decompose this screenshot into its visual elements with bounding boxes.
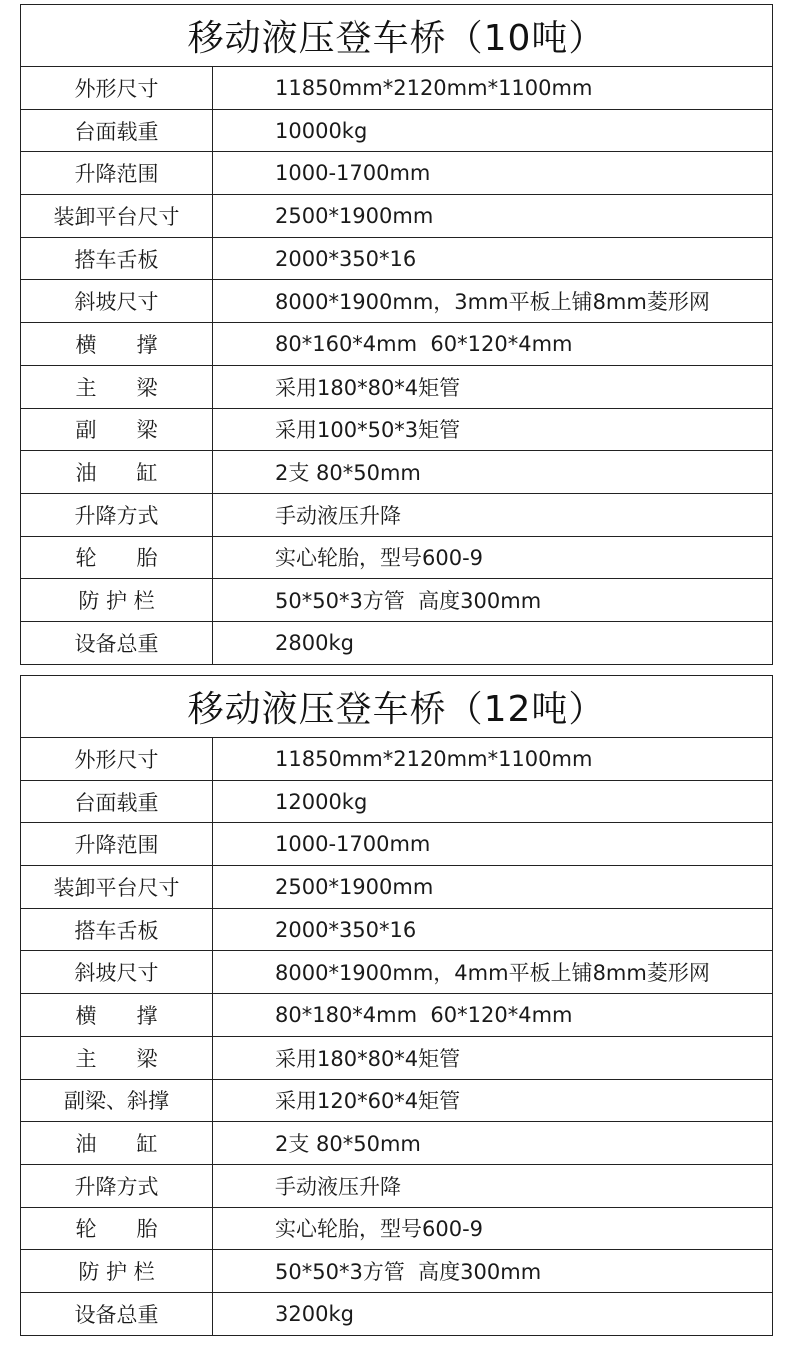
row-value: 2500*1900mm [275,874,434,899]
table-row [21,1165,772,1208]
row-value: 11850mm*2120mm*1100mm [275,75,593,100]
row-label: 防 护 栏 [21,579,213,621]
table-row [21,494,772,537]
table-title: 移动液压登车桥（10吨） [21,5,772,67]
row-label: 副 梁 [21,409,213,451]
row-value: 80*160*4mm 60*120*4mm [275,331,573,356]
row-label: 油 缸 [21,451,213,493]
row-value: 实心轮胎，型号600-9 [275,1217,484,1242]
table-row [21,579,772,622]
row-label: 斜坡尺寸 [21,280,213,322]
table-row [21,366,772,409]
row-label: 横 撑 [21,323,213,365]
row-value: 50*50*3方管 高度300mm [275,589,542,614]
row-value: 手动液压升降 [275,503,401,528]
table-body [21,67,772,665]
spec-table-10-ton [20,4,773,665]
row-label: 设备总重 [21,622,213,665]
row-value: 1000-1700mm [275,161,431,186]
row-label: 横 撑 [21,994,213,1036]
table-row [21,1122,772,1165]
table-body [21,738,772,1336]
row-value: 2800kg [275,631,354,656]
row-value: 采用180*80*4矩管 [275,1046,461,1071]
row-label: 主 梁 [21,1037,213,1079]
table-row [21,195,772,238]
row-value: 8000*1900mm，3mm平板上铺8mm菱形网 [275,290,710,315]
table-row [21,951,772,994]
table-row [21,909,772,952]
row-label: 台面载重 [21,781,213,823]
row-label: 设备总重 [21,1293,213,1336]
row-label: 油 缸 [21,1122,213,1164]
table-row [21,323,772,366]
row-value: 80*180*4mm 60*120*4mm [275,1002,573,1027]
row-value: 3200kg [275,1302,354,1327]
row-label: 升降范围 [21,823,213,865]
table-row [21,1080,772,1123]
row-value: 2支 80*50mm [275,461,421,486]
row-label: 台面载重 [21,110,213,152]
row-value: 2500*1900mm [275,203,434,228]
row-value: 采用100*50*3矩管 [275,418,461,443]
table-row [21,781,772,824]
table-row [21,1293,772,1336]
table-row [21,622,772,665]
row-value: 10000kg [275,118,368,143]
row-label: 外形尺寸 [21,738,213,780]
table-row [21,866,772,909]
row-value: 11850mm*2120mm*1100mm [275,746,593,771]
row-label: 升降方式 [21,494,213,536]
row-label: 装卸平台尺寸 [21,195,213,237]
row-value: 采用120*60*4矩管 [275,1089,461,1114]
row-value: 2000*350*16 [275,917,417,942]
row-value: 采用180*80*4矩管 [275,375,461,400]
row-label: 装卸平台尺寸 [21,866,213,908]
row-label: 升降方式 [21,1165,213,1207]
row-value: 2000*350*16 [275,246,417,271]
row-value: 手动液压升降 [275,1174,401,1199]
table-row [21,738,772,781]
row-value: 12000kg [275,789,368,814]
table-row [21,67,772,110]
row-value: 2支 80*50mm [275,1132,421,1157]
row-label: 轮 胎 [21,1208,213,1250]
spec-table-12-ton [20,675,773,1336]
row-label: 升降范围 [21,152,213,194]
row-value: 1000-1700mm [275,832,431,857]
row-value: 8000*1900mm，4mm平板上铺8mm菱形网 [275,961,710,986]
row-value: 50*50*3方管 高度300mm [275,1260,542,1285]
row-label: 搭车舌板 [21,238,213,280]
row-label: 轮 胎 [21,537,213,579]
table-row [21,994,772,1037]
table-row [21,409,772,452]
table-row [21,110,772,153]
row-label: 搭车舌板 [21,909,213,951]
row-label: 防 护 栏 [21,1250,213,1292]
row-label: 主 梁 [21,366,213,408]
table-row [21,1250,772,1293]
row-label: 副梁、斜撑 [21,1080,213,1122]
table-title: 移动液压登车桥（12吨） [21,676,772,738]
table-row [21,238,772,281]
row-label: 外形尺寸 [21,67,213,109]
table-row [21,1208,772,1251]
table-row [21,537,772,580]
table-row [21,152,772,195]
table-row [21,823,772,866]
row-label: 斜坡尺寸 [21,951,213,993]
row-value: 实心轮胎，型号600-9 [275,546,484,571]
table-row [21,280,772,323]
table-row [21,1037,772,1080]
table-row [21,451,772,494]
